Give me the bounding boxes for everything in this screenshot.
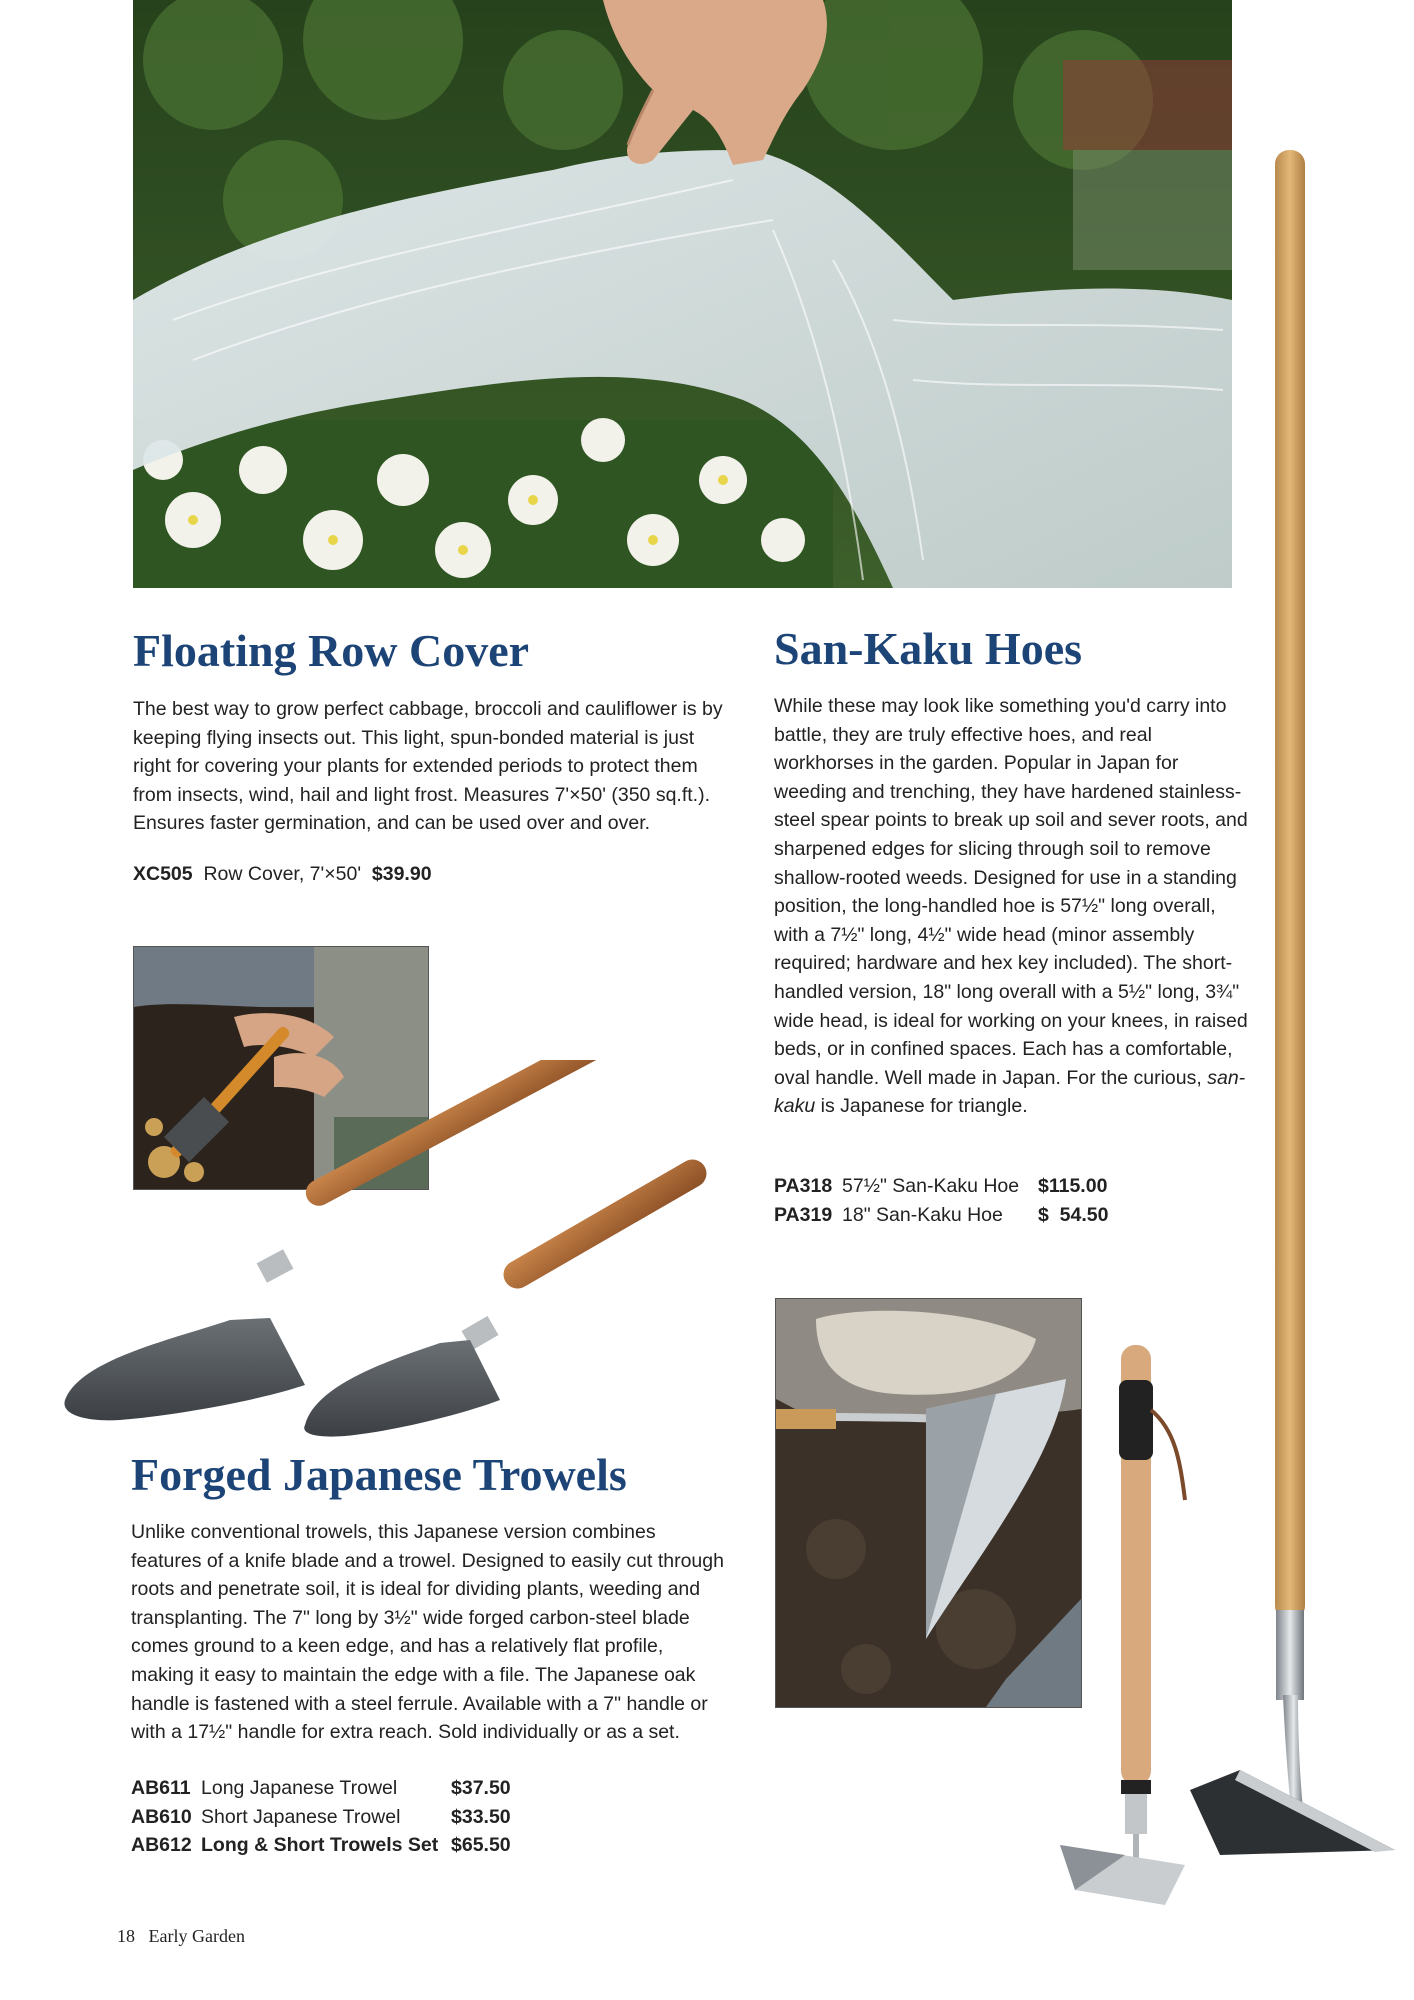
- row-cover-sku-line: [133, 860, 733, 889]
- table-row: [131, 1831, 511, 1860]
- short-hoe-image: [1055, 1340, 1225, 1920]
- hoe-in-soil-photo: [775, 1298, 1082, 1708]
- hoes-description-italic: san-kaku: [774, 1066, 1246, 1118]
- trowel-name: Long & Short Trowels Set: [201, 1834, 439, 1857]
- hoes-title: San-Kaku Hoes: [774, 623, 1083, 674]
- table-row: [131, 1774, 511, 1803]
- hoes-description: [774, 692, 1254, 1121]
- trowel-sku: AB610: [131, 1805, 192, 1828]
- hoe-name: 57½" San-Kaku Hoe: [842, 1175, 1020, 1197]
- trowel-sku: AB611: [131, 1777, 191, 1799]
- trowel-price: $33.50: [451, 1805, 511, 1828]
- hoes-description-text: While these may look like something you'd carry into battle, they are truly effective hoes, and real workhorses in the garden. Popular in Japan for weeding and trenching, they have hardened stainless-steel spear points to break up soil and sever roots, and sharpened edges for slicing through soil to remove shallow-rooted weeds. Designed for use in a standing position, the long-handled hoe is 57½" long overall, with a 7½" long, 4½" wide head (minor assembly required; hardware and hex key included). The short-handled version, 18" long overall with a 5½" long, 3¾" wide head, is ideal for working on your knees, in raised beds, or in confined spaces. Each has a comfortable, oval handle. Well made in Japan. For the curious,: [774, 695, 1248, 1089]
- hoes-price-list: [774, 1172, 1108, 1229]
- table-row: [131, 1803, 511, 1832]
- row-cover-title: Floating Row Cover: [133, 625, 530, 676]
- trowels-price-list: [131, 1774, 511, 1860]
- trowel-price: $65.50: [451, 1834, 511, 1857]
- hoe-sku: PA319: [774, 1203, 833, 1226]
- table-row: [774, 1201, 1108, 1230]
- trowels-image: [60, 1060, 740, 1440]
- row-cover-price: $39.90: [371, 863, 432, 885]
- row-cover-sku: XC505: [133, 863, 193, 885]
- hoe-sku: PA318: [774, 1175, 833, 1197]
- page-number: 18: [117, 1926, 135, 1946]
- row-cover-description: The best way to grow perfect cabbage, broccoli and cauliflower is by keeping flying insects out. This light, spun-bonded material is just right for covering your plants for extended periods to protect them from insects, wind, hail and light frost. Measures 7'×50' (350 sq.ft.). Ensures faster germination, and can be used over and over.: [133, 698, 723, 835]
- trowel-sku: AB612: [131, 1834, 192, 1857]
- trowel-name: Short Japanese Trowel: [201, 1805, 401, 1828]
- row-cover-item: Row Cover, 7'×50': [203, 863, 362, 885]
- trowel-name: Long Japanese Trowel: [201, 1777, 398, 1799]
- hoe-price: $ 54.50: [1038, 1203, 1109, 1226]
- trowels-description: Unlike conventional trowels, this Japanese version combines features of a knife blade and a trowel. Designed to easily cut through roots and penetrate soil, it is ideal for dividing plants, weeding and transplanting. The 7" long by 3½" wide forged carbon-steel blade comes ground to a keen edge, and has a relatively flat profile, making it easy to maintain the edge with a file. The Japanese oak handle is fastened with a steel ferrule. Available with a 7" handle or with a 17½" handle for extra reach. Sold individually or as a set.: [131, 1521, 724, 1744]
- hoe-price: $115.00: [1038, 1175, 1108, 1197]
- hoe-name: 18" San-Kaku Hoe: [842, 1203, 1003, 1226]
- section-name: Early Garden: [148, 1926, 245, 1946]
- page-footer: [117, 1926, 245, 1947]
- trowels-title: Forged Japanese Trowels: [131, 1449, 627, 1500]
- table-row: [774, 1172, 1108, 1201]
- hoes-description-end: is Japanese for triangle.: [815, 1095, 1028, 1118]
- trowel-price: $37.50: [451, 1777, 511, 1799]
- row-cover-photo: [133, 0, 1232, 588]
